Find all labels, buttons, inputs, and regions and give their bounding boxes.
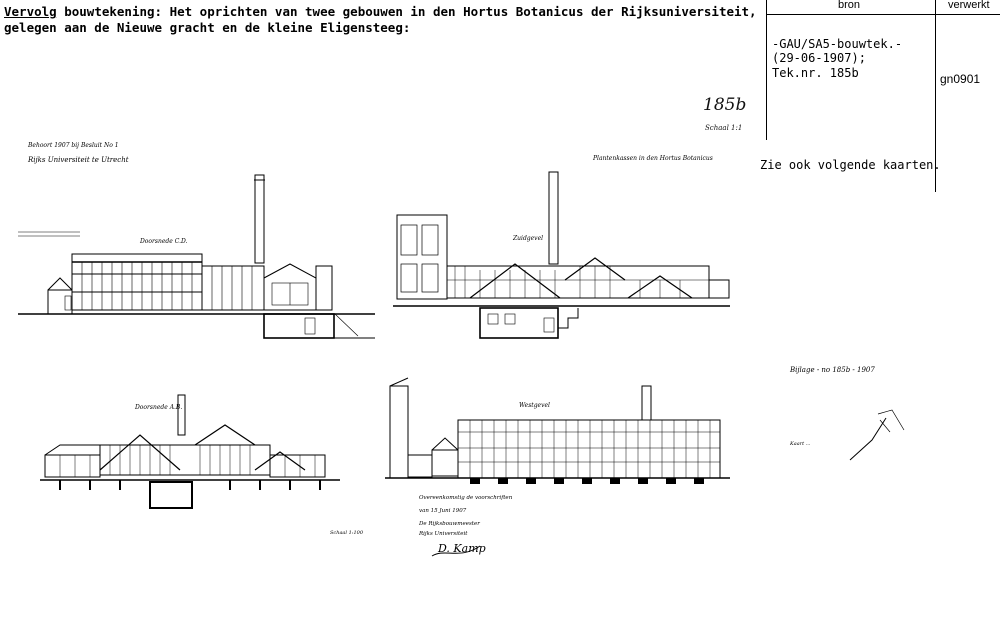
sheet-number: 185b (703, 95, 747, 115)
drawing-doorsnede-cd (18, 142, 375, 338)
signature-name: D. Kamp (438, 542, 486, 555)
bijlage-note: Bijlage - no 185b - 1907 (790, 366, 875, 374)
title-rest: bouwtekening: Het oprichten van twee gebouwen in den Hortus Botanicus der Rijksuniversiteit, (56, 4, 757, 19)
label-schaal-bottom: Schaal 1:100 (330, 530, 364, 536)
label-doorsnede-ab: Doorsnede A.B. (135, 404, 183, 411)
source-reference-line-3: Tek.nr. 185b (772, 66, 859, 80)
column-header-verwerkt: verwerkt (948, 0, 990, 11)
label-doorsnede-cd: Doorsnede C.D. (140, 238, 188, 245)
label-zuidgevel: Zuidgevel (513, 235, 544, 242)
source-reference-line-2: (29-06-1907); (772, 51, 866, 65)
column-header-bron: bron (838, 0, 861, 11)
verwerkt-code: gn0901 (940, 72, 981, 86)
signature-line-3: De Rijksbouwmeester (419, 521, 480, 527)
see-also-note: Zie ook volgende kaarten. (760, 158, 941, 172)
drawing-westgevel (385, 378, 730, 484)
drawing-zuidgevel (393, 155, 730, 338)
right-annotations (789, 366, 904, 460)
drawing-doorsnede-ab (40, 395, 364, 536)
right-note: Kaart ... (790, 441, 811, 447)
signature-line-1: Overeenkomstig de voorschriften (419, 495, 513, 501)
document-title-line-2: gelegen aan de Nieuwe gracht en de kleine Eligensteeg: (4, 20, 411, 35)
scale-note-top: Schaal 1:1 (705, 124, 743, 132)
handnote-top-left-1: Behoort 1907 bij Besluit No 1 (28, 142, 119, 149)
label-westgevel: Westgevel (519, 402, 550, 409)
handnote-top-right-title: Plantenkassen in den Hortus Botanicus (593, 155, 713, 162)
signature-block (418, 495, 513, 556)
source-reference-line-1: -GAU/SA5-bouwtek.- (772, 37, 903, 51)
title-prefix: Vervolg (4, 4, 57, 19)
signature-line-2: van 15 Juni 1907 (419, 508, 467, 514)
handnote-top-left-2: Rijks Universiteit te Utrecht (28, 156, 129, 164)
signature-line-4: Rijks Universiteit (419, 531, 468, 537)
